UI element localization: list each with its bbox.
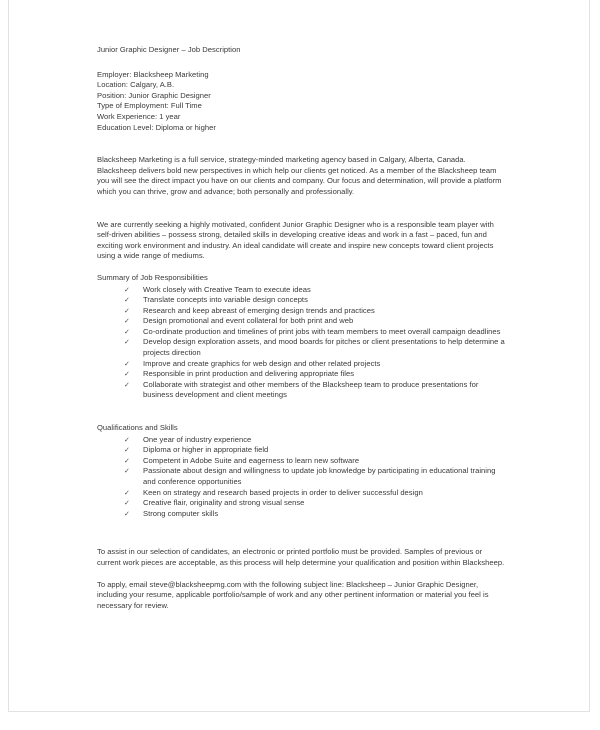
meta-employment-type: Type of Employment: Full Time [97,101,202,111]
list-item [97,295,507,306]
list-item [97,435,507,446]
meta-employer: Employer: Blacksheep Marketing [97,69,209,79]
meta-education-level: Education Level: Diploma or higher [97,122,216,132]
list-item [97,456,507,467]
check-icon: ✓ [124,379,131,389]
spacer [97,198,507,220]
intro-paragraph: Blacksheep Marketing is a full service, strategy-minded marketing agency based in Calgary, Alberta, Canada. Blacksheep delivers bold new perspectives in which help our clients get noticed. As a member of the Blacksheep team you will see the direct impact you have on our clients and company. Our focus and determination, will provide a platform which you can thrive, grow and advance; both personally and professionally. [97,155,502,196]
list-item-label: One year of industry experience [143,434,252,444]
meta-location: Location: Calgary, A.B. [97,80,175,90]
document-page [8,0,590,712]
list-item-label: Competent in Adobe Suite and eagerness to learn new software [143,455,360,465]
check-icon: ✓ [124,326,131,336]
check-icon: ✓ [124,455,131,465]
check-icon: ✓ [124,316,131,326]
list-item [97,466,507,487]
spacer [97,401,507,423]
responsibilities-list [97,285,507,402]
page-title: Junior Graphic Designer – Job Description [97,45,241,54]
list-item-label: Diploma or higher in appropriate field [143,445,269,455]
list-item-label: Collaborate with strategist and other members of the Blacksheep team to produce presentations for business development and client meetings [143,379,479,400]
list-item [97,285,507,296]
meta-position: Position: Junior Graphic Designer [97,90,211,100]
document-content [97,45,507,611]
list-item [97,445,507,456]
list-item [97,498,507,509]
check-icon: ✓ [124,466,131,476]
list-item-label: Work closely with Creative Team to execute ideas [143,284,311,294]
check-icon: ✓ [124,284,131,294]
apply-paragraph: To apply, email steve@blacksheepmg.com with the following subject line: Blacksheep – Junior Graphic Designer, including your resume, applicable portfolio/sample of work and any other pertinent information or material you feel is necessary for review. [97,579,489,610]
check-icon: ✓ [124,305,131,315]
list-item [97,369,507,380]
responsibilities-heading: Summary of Job Responsibilities [97,272,208,282]
list-item-label: Co-ordinate production and timelines of print jobs with team members to meet overall campaign deadlines [143,326,501,336]
check-icon: ✓ [124,337,131,347]
list-item-label: Translate concepts into variable design concepts [143,295,308,305]
list-item [97,509,507,520]
list-item-label: Design promotional and event collateral for both print and web [143,316,354,326]
check-icon: ✓ [124,487,131,497]
check-icon: ✓ [124,498,131,508]
job-meta-list [97,70,507,134]
qualifications-heading: Qualifications and Skills [97,423,178,433]
seeking-paragraph: We are currently seeking a highly motivated, confident Junior Graphic Designer who is a responsible team player with self-driven abilities – possess strong, detailed skills in developing creative ideas and work in a fast – paced, fun and exciting work environment and industry. An ideal candidate will create and inspire new concepts toward client projects using a wide range of mediums. [97,219,494,261]
check-icon: ✓ [124,508,131,518]
list-item [97,306,507,317]
list-item-label: Creative flair, originality and strong visual sense [143,498,305,508]
list-item-label: Responsible in print production and delivering appropriate files [143,369,355,379]
list-item-label: Keen on strategy and research based projects in order to deliver successful design [143,487,423,497]
check-icon: ✓ [124,358,131,368]
qualifications-list [97,435,507,520]
spacer [97,56,507,70]
list-item-label: Research and keep abreast of emerging design trends and practices [143,305,375,315]
check-icon: ✓ [124,369,131,379]
spacer [97,519,507,541]
list-item-label: Strong computer skills [143,508,219,518]
list-item [97,380,507,401]
spacer [97,133,507,155]
list-item-label: Improve and create graphics for web design and other related projects [143,358,381,368]
list-item [97,327,507,338]
list-item [97,337,507,358]
list-item-label: Develop design exploration assets, and mood boards for pitches or client presentations to help determine a projects direction [143,337,505,358]
check-icon: ✓ [124,434,131,444]
check-icon: ✓ [124,295,131,305]
list-item [97,488,507,499]
check-icon: ✓ [124,445,131,455]
portfolio-paragraph: To assist in our selection of candidates, an electronic or printed portfolio must be provided. Samples of previous or current work pieces are acceptable, as this process will help determine your qualification and position within Blacksheep. [97,547,505,567]
meta-work-experience: Work Experience: 1 year [97,111,181,121]
list-item-label: Passionate about design and willingness to update job knowledge by participating in educational training and conference opportunities [143,466,496,486]
list-item [97,359,507,370]
list-item [97,316,507,327]
spacer [97,262,507,273]
spacer [97,569,507,580]
